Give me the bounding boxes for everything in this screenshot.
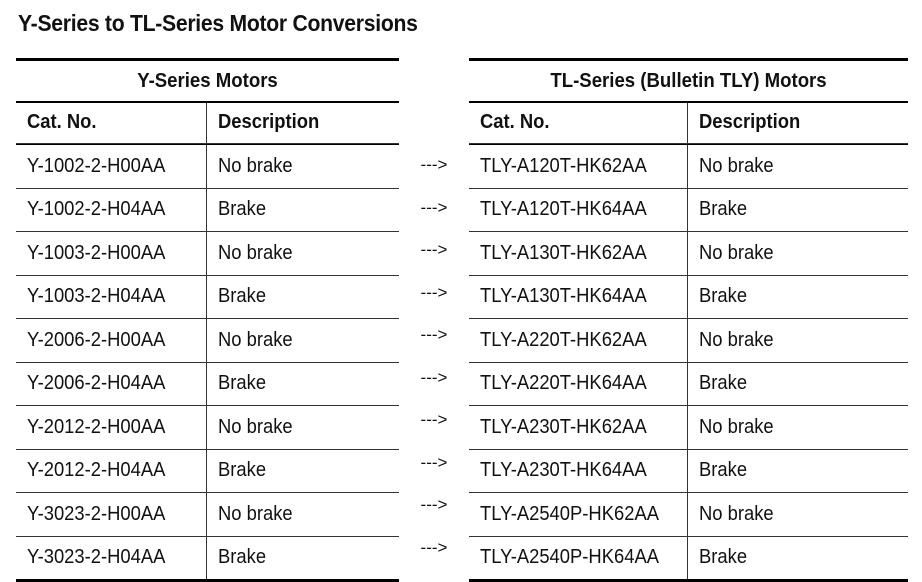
conversion-arrow: ---> bbox=[420, 155, 448, 175]
table-row bbox=[16, 493, 399, 537]
description-cell: Brake bbox=[699, 285, 748, 308]
table-row bbox=[469, 319, 908, 363]
catno-cell: TLY-A120T-HK62AA bbox=[469, 145, 688, 188]
conversion-arrow: ---> bbox=[420, 452, 448, 472]
description-cell: Brake bbox=[699, 198, 748, 221]
conversion-arrows bbox=[404, 143, 464, 568]
tl-series-table bbox=[469, 58, 908, 582]
description-cell: No brake bbox=[699, 328, 774, 351]
table-row bbox=[16, 145, 399, 189]
conversion-arrow: ---> bbox=[420, 240, 448, 260]
catno-cell: TLY-A2540P-HK64AA bbox=[469, 537, 688, 580]
description-cell: Brake bbox=[699, 546, 748, 569]
description-cell: No brake bbox=[218, 415, 293, 438]
table-row bbox=[469, 493, 908, 537]
catno-cell: Y-3023-2-H04AA bbox=[16, 537, 207, 580]
description-cell: Brake bbox=[699, 459, 748, 482]
description-cell: No brake bbox=[218, 502, 293, 525]
column-header-row bbox=[469, 103, 908, 144]
catno-column-header: Cat. No. bbox=[469, 103, 688, 143]
catno-cell: Y-1003-2-H04AA bbox=[16, 276, 207, 319]
description-cell: Brake bbox=[218, 285, 267, 308]
description-cell: Brake bbox=[218, 372, 267, 395]
catno-cell: Y-2012-2-H04AA bbox=[16, 450, 207, 493]
conversion-arrow: ---> bbox=[420, 325, 448, 345]
catno-cell: Y-3023-2-H00AA bbox=[16, 493, 207, 536]
description-cell: No brake bbox=[699, 154, 774, 177]
conversion-arrow: ---> bbox=[420, 495, 448, 515]
catno-cell: TLY-A230T-HK64AA bbox=[469, 450, 688, 493]
catno-cell: TLY-A130T-HK62AA bbox=[469, 232, 688, 275]
conversion-arrow: ---> bbox=[420, 367, 448, 387]
catno-cell: Y-1003-2-H00AA bbox=[16, 232, 207, 275]
table-row bbox=[469, 537, 908, 580]
catno-cell: Y-2006-2-H04AA bbox=[16, 363, 207, 406]
description-cell: No brake bbox=[218, 241, 293, 264]
table-row bbox=[469, 363, 908, 407]
catno-cell: TLY-A220T-HK62AA bbox=[469, 319, 688, 362]
description-cell: No brake bbox=[218, 154, 293, 177]
table-row bbox=[469, 276, 908, 320]
table-row bbox=[469, 189, 908, 233]
table-row bbox=[16, 319, 399, 363]
catno-cell: TLY-A220T-HK64AA bbox=[469, 363, 688, 406]
description-cell: Brake bbox=[699, 372, 748, 395]
table-row bbox=[469, 450, 908, 494]
description-cell: Brake bbox=[218, 546, 267, 569]
description-cell: No brake bbox=[218, 328, 293, 351]
table-row bbox=[16, 232, 399, 276]
table-row bbox=[16, 363, 399, 407]
catno-column-header: Cat. No. bbox=[16, 103, 207, 143]
catno-cell: TLY-A130T-HK64AA bbox=[469, 276, 688, 319]
catno-cell: TLY-A120T-HK64AA bbox=[469, 189, 688, 232]
tl-series-rows bbox=[469, 145, 908, 579]
table-row bbox=[16, 406, 399, 450]
catno-cell: Y-2006-2-H00AA bbox=[16, 319, 207, 362]
table-row bbox=[16, 189, 399, 233]
description-cell: Brake bbox=[218, 459, 267, 482]
catno-cell: TLY-A230T-HK62AA bbox=[469, 406, 688, 449]
conversion-arrow: ---> bbox=[420, 537, 448, 557]
y-series-table bbox=[16, 58, 399, 582]
catno-cell: Y-1002-2-H04AA bbox=[16, 189, 207, 232]
catno-cell: Y-2012-2-H00AA bbox=[16, 406, 207, 449]
table-row bbox=[16, 450, 399, 494]
description-column-header: Description bbox=[699, 111, 801, 133]
column-header-row bbox=[16, 103, 399, 144]
description-column-header: Description bbox=[218, 111, 320, 133]
tl-series-group-header: TL-Series (Bulletin TLY) Motors bbox=[550, 70, 827, 92]
description-cell: No brake bbox=[699, 502, 774, 525]
table-row bbox=[469, 406, 908, 450]
description-cell: Brake bbox=[218, 198, 267, 221]
page-title: Y-Series to TL-Series Motor Conversions bbox=[18, 10, 418, 36]
description-cell: No brake bbox=[699, 241, 774, 264]
table-row bbox=[16, 537, 399, 580]
catno-cell: TLY-A2540P-HK62AA bbox=[469, 493, 688, 536]
table-row bbox=[469, 232, 908, 276]
description-cell: No brake bbox=[699, 415, 774, 438]
conversion-arrow: ---> bbox=[420, 197, 448, 217]
y-series-rows bbox=[16, 145, 399, 579]
y-series-group-header: Y-Series Motors bbox=[137, 70, 278, 92]
conversion-arrow: ---> bbox=[420, 282, 448, 302]
conversion-arrow: ---> bbox=[420, 410, 448, 430]
table-row bbox=[16, 276, 399, 320]
catno-cell: Y-1002-2-H00AA bbox=[16, 145, 207, 188]
table-row bbox=[469, 145, 908, 189]
